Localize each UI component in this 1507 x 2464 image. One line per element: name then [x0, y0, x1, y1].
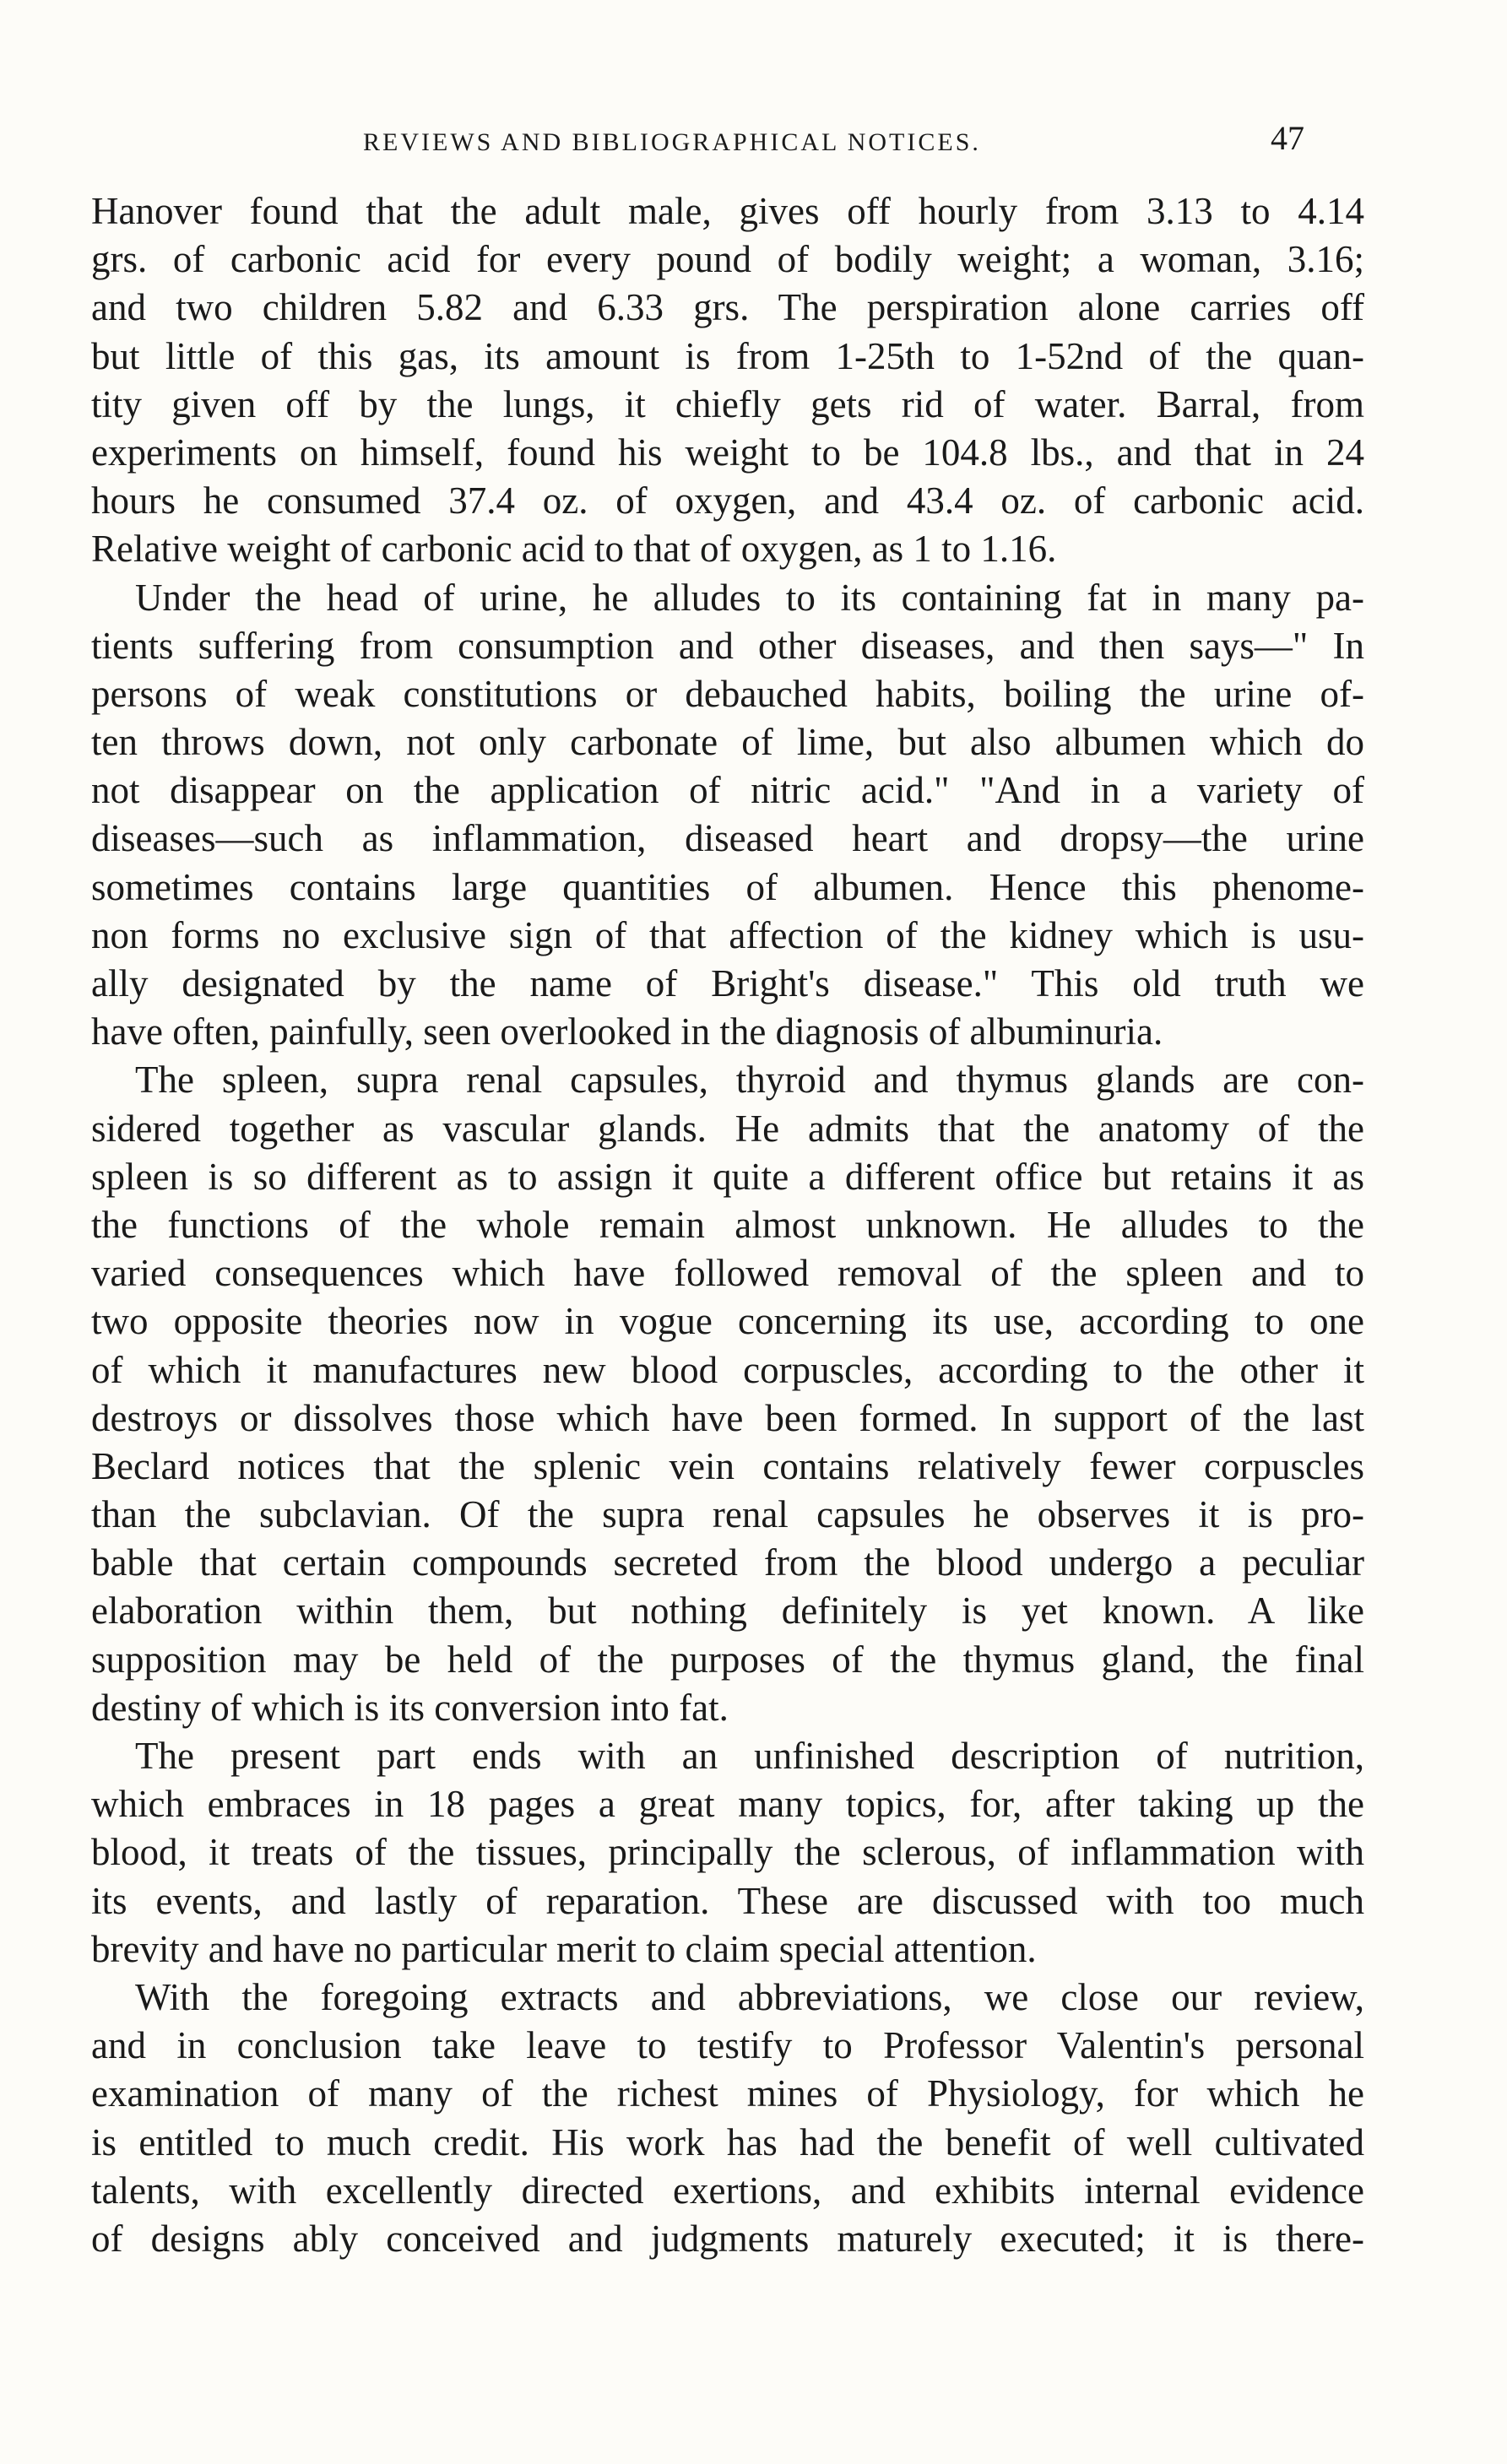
text-line: destroys or dissolves those which have been formed. In support of the last	[91, 1396, 1364, 1439]
text-line: is entitled to much credit. His work has had the benefit of well cultivated	[91, 2120, 1364, 2163]
text-line: elaboration within them, but nothing definitely is yet known. A like	[91, 1589, 1364, 1633]
paragraph	[91, 1732, 1364, 1974]
text-line: tity given off by the lungs, it chiefly gets rid of water. Barral, from	[91, 382, 1364, 425]
paragraph	[91, 574, 1364, 1057]
paragraph	[91, 187, 1364, 574]
text-line: and in conclusion take leave to testify to Professor Valentin's personal	[91, 2024, 1364, 2067]
text-line: tients suffering from consumption and other diseases, and then says—" In	[91, 624, 1364, 667]
text-line: grs. of carbonic acid for every pound of bodily weight; a woman, 3.16;	[91, 238, 1364, 281]
text-line: spleen is so different as to assign it quite a different office but retains it as	[91, 1155, 1364, 1198]
text-line: but little of this gas, its amount is from 1-25th to 1-52nd of the quan-	[91, 334, 1364, 377]
text-line: Under the head of urine, he alludes to its containing fat in many pa-	[135, 576, 1364, 619]
text-line: With the foregoing extracts and abbreviations, we close our review,	[135, 1975, 1364, 2018]
paragraph	[91, 1056, 1364, 1732]
text-line: hours he consumed 37.4 oz. of oxygen, and 43.4 oz. of carbonic acid.	[91, 479, 1364, 523]
text-line: Beclard notices that the splenic vein contains relatively fewer corpuscles	[91, 1444, 1364, 1487]
paragraph	[91, 1974, 1364, 2263]
text-line: examination of many of the richest mines of Physiology, for which he	[91, 2072, 1364, 2115]
text-line: Relative weight of carbonic acid to that of oxygen, as 1 to 1.16.	[91, 528, 1057, 571]
text-line: of which it manufactures new blood corpuscles, according to the other it	[91, 1348, 1364, 1391]
text-line: not disappear on the application of nitric acid." "And in a variety of	[91, 769, 1364, 812]
running-title: REVIEWS AND BIBLIOGRAPHICAL NOTICES.	[363, 128, 981, 156]
text-line: which embraces in 18 pages a great many topics, for, after taking up the	[91, 1783, 1364, 1826]
text-line: experiments on himself, found his weight to be 104.8 lbs., and that in 24	[91, 431, 1364, 474]
text-line: its events, and lastly of reparation. These are discussed with too much	[91, 1879, 1364, 1922]
text-line: persons of weak constitutions or debauched habits, boiling the urine of-	[91, 672, 1364, 715]
text-line: and two children 5.82 and 6.33 grs. The perspiration alone carries off	[91, 286, 1364, 329]
text-line: supposition may be held of the purposes of the thymus gland, the final	[91, 1638, 1364, 1681]
text-line: The spleen, supra renal capsules, thyroid and thymus glands are con-	[135, 1059, 1364, 1102]
text-line: varied consequences which have followed removal of the spleen and to	[91, 1252, 1364, 1295]
text-line: of designs ably conceived and judgments maturely executed; it is there-	[91, 2217, 1364, 2260]
text-line: blood, it treats of the tissues, principally the sclerous, of inflammation with	[91, 1831, 1364, 1874]
text-line: diseases—such as inflammation, diseased heart and dropsy—the urine	[91, 817, 1364, 860]
text-line: the functions of the whole remain almost unknown. He alludes to the	[91, 1203, 1364, 1246]
text-line: have often, painfully, seen overlooked in the diagnosis of albuminuria.	[91, 1010, 1163, 1053]
text-line: bable that certain compounds secreted from the blood undergo a peculiar	[91, 1541, 1364, 1584]
text-line: sometimes contains large quantities of albumen. Hence this phenome-	[91, 865, 1364, 908]
page-number: 47	[1271, 119, 1304, 157]
text-line: sidered together as vascular glands. He admits that the anatomy of the	[91, 1107, 1364, 1150]
body-text	[91, 187, 1364, 2263]
text-line: talents, with excellently directed exertions, and exhibits internal evidence	[91, 2169, 1364, 2212]
text-line: ally designated by the name of Bright's disease." This old truth we	[91, 962, 1364, 1005]
text-line: Hanover found that the adult male, gives off hourly from 3.13 to 4.14	[91, 190, 1364, 232]
text-line: destiny of which is its conversion into fat.	[91, 1686, 729, 1729]
text-line: brevity and have no particular merit to claim special attention.	[91, 1927, 1037, 1970]
text-line: non forms no exclusive sign of that affection of the kidney which is usu-	[91, 913, 1364, 956]
text-line: than the subclavian. Of the supra renal capsules he observes it is pro-	[91, 1493, 1364, 1536]
text-line: The present part ends with an unfinished description of nutrition,	[135, 1735, 1364, 1777]
text-line: two opposite theories now in vogue concerning its use, according to one	[91, 1300, 1364, 1343]
text-line: ten throws down, not only carbonate of lime, but also albumen which do	[91, 721, 1364, 764]
